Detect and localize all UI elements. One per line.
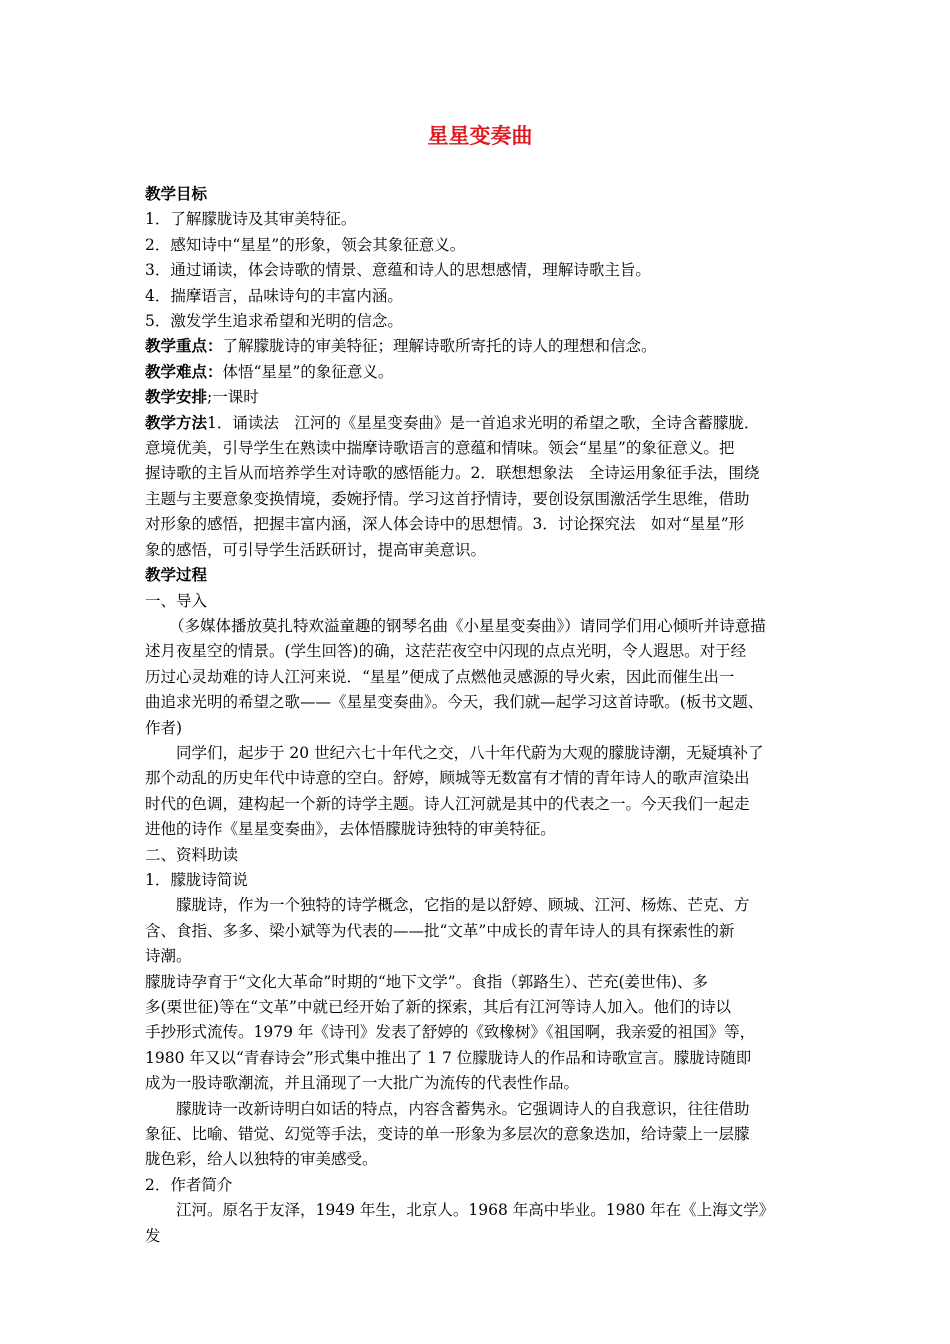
arrangement-text: ;一课时	[207, 388, 259, 407]
section-reading-heading: 二、资料助读	[145, 845, 239, 864]
method-line: 象的感悟，可引导学生活跃研讨，提高审美意识。	[145, 540, 487, 559]
document-title: 星星变奏曲	[427, 124, 533, 148]
method-line: 握诗歌的主旨从而培养学生对诗歌的感悟能力。2．联想想象法 全诗运用象征手法，围绕	[145, 464, 760, 483]
difficulty-text: 体悟“星星”的象征意义。	[222, 362, 394, 381]
paragraph-line: 朦胧诗，作为一个独特的诗学概念，它指的是以舒婷、顾城、江河、杨炼、芒克、方	[176, 896, 750, 915]
paragraph-line: 发	[145, 1226, 161, 1245]
paragraph-line: 多(栗世征)等在“文革”中就已经开始了新的探索，其后有江河等诗人加入。他们的诗以	[145, 998, 731, 1016]
goal-item: 4．揣摩语言，品味诗句的丰富内涵。	[145, 286, 403, 305]
subsection-heading: 1．朦胧诗简说	[145, 870, 248, 889]
intro-line: 曲追求光明的希望之歌——《星星变奏曲》。今天，我们就—起学习这首诗歌。(板书文题、	[145, 693, 764, 712]
paragraph-line: 江河。原名于友泽，1949 年生，北京人。1968 年高中毕业。1980 年在《上海文学》	[176, 1201, 775, 1220]
document-page	[145, 120, 815, 1249]
key-point	[145, 334, 815, 359]
key-point-text: 了解朦胧诗的审美特征；理解诗歌所寄托的诗人的理想和信念。	[222, 337, 657, 356]
difficulty-point	[145, 360, 815, 385]
intro-line: （多媒体播放莫扎特欢溢童趣的钢琴名曲《小星星变奏曲》）请同学们用心倾听并诗意描	[169, 616, 766, 635]
intro2-line: 时代的色调，建构起一个新的诗学主题。诗人江河就是其中的代表之一。今天我们一起走	[145, 794, 750, 813]
intro2-line: 那个动乱的历史年代中诗意的空白。舒婷，顾城等无数富有才情的青年诗人的歌声渲染出	[145, 769, 750, 788]
arrangement-label: 教学安排	[145, 388, 208, 407]
method-line	[145, 411, 815, 436]
method-line: 主题与主要意象变换情境，委婉抒情。学习这首抒情诗，要创设氛围激活学生思维，借助	[145, 489, 750, 508]
paragraph-line: 象征、比喻、错觉、幻觉等手法，变诗的单一形象为多层次的意象迭加，给诗蒙上一层朦	[145, 1125, 750, 1144]
section-heading-process: 教学过程	[145, 566, 208, 585]
section-intro-heading: 一、导入	[145, 591, 208, 610]
method-label: 教学方法	[145, 413, 208, 432]
method-text: 1．诵读法 江河的《星星变奏曲》是一首追求光明的希望之歌，全诗含蓄朦胧．	[207, 413, 760, 432]
goal-item: 3．通过诵读，体会诗歌的情景、意蕴和诗人的思想感情，理解诗歌主旨。	[145, 261, 651, 280]
paragraph-line: 朦胧诗一改新诗明白如话的特点，内容含蓄隽永。它强调诗人的自我意识，往往借助	[176, 1099, 750, 1118]
goal-item: 5．激发学生追求希望和光明的信念。	[145, 312, 403, 331]
intro2-line: 同学们，起步于 20 世纪六七十年代之交，八十年代蔚为大观的朦胧诗潮，无疑填补了	[176, 743, 764, 762]
method-line: 对形象的感悟，把握丰富内涵，深人体会诗中的思想情。3．讨论探究法 如对“星星”形	[145, 515, 745, 534]
arrangement	[145, 385, 815, 410]
intro-line: 述月夜星空的情景。(学生回答)的确，这茫茫夜空中闪现的点点光明，令人遐思。对于经	[145, 642, 747, 661]
paragraph-line: 含、食指、多多、梁小斌等为代表的——批“文革”中成长的青年诗人的具有探索性的新	[145, 921, 735, 940]
intro2-line: 进他的诗作《星星变奏曲》，去体悟朦胧诗独特的审美特征。	[145, 820, 556, 839]
goal-item: 2．感知诗中“星星”的形象，领会其象征意义。	[145, 235, 466, 254]
paragraph-line: 1980 年又以“青春诗会”形式集中推出了 1 7 位朦胧诗人的作品和诗歌宣言。朦胧诗随即	[145, 1048, 752, 1067]
intro-line: 历过心灵劫难的诗人江河来说．“星星”便成了点燃他灵感源的导火索，因此而催生出一	[145, 667, 735, 686]
paragraph-line: 诗潮。	[145, 947, 192, 966]
paragraph-line: 朦胧诗孕育于“文化大革命”时期的“地下文学”。食指（郭路生）、芒充(姜世伟)、多	[145, 972, 709, 991]
paragraph-line: 胧色彩，给人以独特的审美感受。	[145, 1150, 378, 1169]
goal-item: 1．了解朦胧诗及其审美特征。	[145, 210, 357, 229]
method-line: 意境优美，引导学生在熟读中揣摩诗歌语言的意蕴和情味。领会“星星”的象征意义。把	[145, 439, 735, 458]
section-heading-goals: 教学目标	[145, 185, 208, 203]
paragraph-line: 成为一股诗歌潮流，并且涌现了一大批广为流传的代表性作品。	[145, 1074, 580, 1093]
paragraph-line: 手抄形式流传。1979 年《诗刊》发表了舒婷的《致橡树》《祖国啊，我亲爱的祖国》等，	[145, 1023, 756, 1042]
intro-line: 作者)	[145, 718, 183, 737]
difficulty-label: 教学难点：	[145, 362, 223, 381]
key-point-label: 教学重点：	[145, 337, 223, 356]
subsection-heading: 2．作者简介	[145, 1175, 233, 1194]
